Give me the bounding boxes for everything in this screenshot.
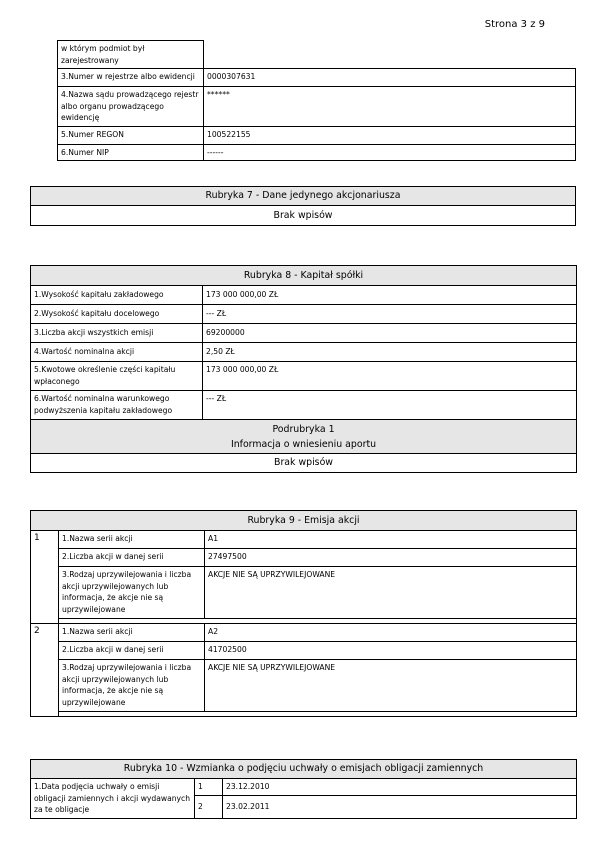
section6-table	[57, 40, 576, 161]
section8-title: Rubryka 8 - Kapitał spółki	[31, 266, 577, 286]
subsection-name: Informacja o wniesieniu aportu	[230, 438, 377, 450]
entry-date: 23.02.2011	[223, 795, 577, 818]
field-value: AKCJE NIE SĄ UPRZYWILEJOWANE	[205, 567, 577, 619]
field-value: --- ZŁ	[203, 391, 577, 420]
subsection-title	[31, 420, 577, 454]
field-label: 3.Rodzaj uprzywilejowania i liczba akcji uprzywilejowanych lub informacja, że akcje nie są uprzywilejowane	[59, 567, 205, 619]
section10-table	[30, 759, 577, 819]
field-label: 4.Nazwa sądu prowadzącego rejestr albo organu prowadzącego ewidencję	[58, 87, 204, 127]
field-value: 173 000 000,00 ZŁ	[203, 286, 577, 305]
field-label: 2.Liczba akcji w danej serii	[59, 642, 205, 660]
field-label: 1.Wysokość kapitału zakładowego	[31, 286, 203, 305]
field-value: 173 000 000,00 ZŁ	[203, 362, 577, 391]
field-label: 2.Wysokość kapitału docelowego	[31, 305, 203, 324]
emission-index: 2	[31, 624, 59, 717]
field-value: 0000307631	[204, 69, 576, 87]
field-value: 41702500	[205, 642, 577, 660]
field-value: 2,50 ZŁ	[203, 343, 577, 362]
entry-number: 2	[195, 795, 223, 818]
field-value: ******	[204, 87, 576, 127]
field-label: 6.Wartość nominalna warunkowego podwyższenia kapitału zakładowego	[31, 391, 203, 420]
emission-index: 1	[31, 531, 59, 624]
field-label: 6.Numer NIP	[58, 144, 204, 161]
field-label: 5.Kwotowe określenie części kapitału wpłaconego	[31, 362, 203, 391]
page-number: Strona 3 z 9	[484, 19, 545, 30]
separator-row	[59, 712, 577, 717]
field-label: 1.Nazwa serii akcji	[59, 624, 205, 642]
field-label: 4.Wartość nominalna akcji	[31, 343, 203, 362]
field-label: w którym podmiot był zarejestrowany	[58, 41, 204, 69]
field-label: 1.Nazwa serii akcji	[59, 531, 205, 549]
subsection-empty: Brak wpisów	[31, 454, 577, 473]
section7-table	[30, 186, 576, 226]
field-value: AKCJE NIE SĄ UPRZYWILEJOWANE	[205, 660, 577, 712]
field-value: --- ZŁ	[203, 305, 577, 324]
field-value: 27497500	[205, 549, 577, 567]
section10-title: Rubryka 10 - Wzmianka o podjęciu uchwały o emisjach obligacji zamiennych	[31, 760, 577, 779]
entry-date: 23.12.2010	[223, 779, 577, 796]
section7-title: Rubryka 7 - Dane jedynego akcjonariusza	[31, 187, 576, 206]
field-label: 3.Rodzaj uprzywilejowania i liczba akcji uprzywilejowanych lub informacja, że akcje nie są uprzywilejowane	[59, 660, 205, 712]
field-label: 3.Numer w rejestrze albo ewidencji	[58, 69, 204, 87]
section9-table	[30, 510, 577, 717]
field-label: 3.Liczba akcji wszystkich emisji	[31, 324, 203, 343]
section7-empty: Brak wpisów	[31, 206, 576, 226]
field-value	[204, 41, 576, 69]
section8-table	[30, 265, 577, 473]
section9-title: Rubryka 9 - Emisja akcji	[31, 511, 577, 531]
field-value: 100522155	[204, 126, 576, 144]
field-label: 1.Data podjęcia uchwały o emisji obligacji zamiennych i akcji wydawanych za te obligacje	[31, 779, 195, 819]
field-label: 2.Liczba akcji w danej serii	[59, 549, 205, 567]
field-value: A1	[205, 531, 577, 549]
field-value: ------	[204, 144, 576, 161]
field-label: 5.Numer REGON	[58, 126, 204, 144]
entry-number: 1	[195, 779, 223, 796]
field-value: A2	[205, 624, 577, 642]
subsection-number: Podrubryka 1	[272, 423, 335, 435]
field-value: 69200000	[203, 324, 577, 343]
